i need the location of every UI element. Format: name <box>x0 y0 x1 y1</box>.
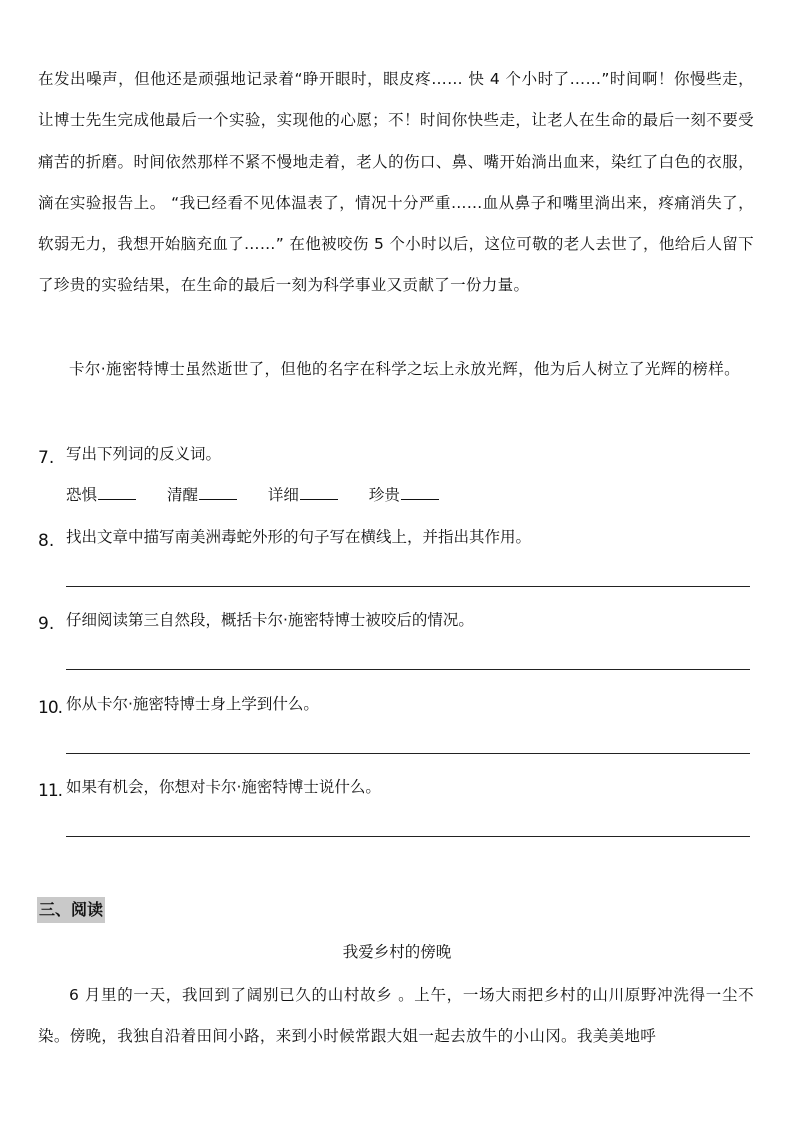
question-number: 9. <box>38 614 55 634</box>
antonym-item <box>369 484 439 506</box>
answer-blank[interactable] <box>199 484 237 500</box>
section-heading: 三、阅读 <box>37 897 105 923</box>
answer-line-11[interactable] <box>66 836 750 837</box>
antonym-word-list <box>66 484 465 506</box>
answer-blank[interactable] <box>401 484 439 500</box>
question-text: 找出文章中描写南美洲毒蛇外形的句子写在横线上，并指出其作用。 <box>66 528 532 546</box>
question-11 <box>38 776 754 801</box>
answer-blank[interactable] <box>98 484 136 500</box>
question-text: 仔细阅读第三自然段，概括卡尔·施密特博士被咬后的情况。 <box>66 611 474 629</box>
antonym-word: 恐惧 <box>66 486 98 504</box>
question-number: 10. <box>38 698 63 718</box>
question-7 <box>38 443 754 468</box>
question-text: 如果有机会，你想对卡尔·施密特博士说什么。 <box>66 778 381 796</box>
passage-paragraph-2: 卡尔·施密特博士虽然逝世了，但他的名字在科学之坛上永放光辉，他为后人树立了光辉的榜样。 <box>69 360 740 378</box>
answer-line-9[interactable] <box>66 669 750 670</box>
antonym-word: 详细 <box>267 486 299 504</box>
antonym-item <box>268 484 338 506</box>
story-paragraph-1: 6 月里的一天，我回到了阔别已久的山村故乡 。上午，一场大雨把乡村的山川原野冲洗得一尘不染。傍晚，我独自沿着田间小路，来到小时候常跟大姐一起去放牛的小山冈。我美美地呼 <box>38 986 754 1046</box>
answer-line-8[interactable] <box>66 586 750 587</box>
question-10 <box>38 693 754 718</box>
answer-line-10[interactable] <box>66 753 750 754</box>
question-text: 你从卡尔·施密特博士身上学到什么。 <box>66 695 319 713</box>
story-title: 我爱乡村的傍晚 <box>342 943 452 961</box>
antonym-word: 清醒 <box>166 486 198 504</box>
question-number: 7. <box>38 448 55 468</box>
question-9 <box>38 609 754 634</box>
antonym-word: 珍贵 <box>368 486 400 504</box>
answer-blank[interactable] <box>300 484 338 500</box>
antonym-item <box>167 484 237 506</box>
passage-paragraph-1: 在发出噪声，但他还是顽强地记录着“睁开眼时，眼皮疼…… 快 4 个小时了……”时间啊！你慢些走，让博士先生完成他最后一个实验，实现他的心愿；不！时间你快些走，让老人在生命的最后一刻不要受痛苦的折磨。时间依然那样不紧不慢地走着，老人的伤口、鼻、嘴开始淌出血来，染红了白色的衣服，滴在实验报告上。 “我已经看不见体温表了，情况十分严重……血从鼻子和嘴里淌出来，疼痛消失了，软弱无力，我想开始脑充血了……” 在他被咬伤 5 个小时以后，这位可敬的老人去世了，他给后人留下了珍贵的实验结果，在生命的最后一刻为科学事业又贡献了一份力量。 <box>38 70 754 295</box>
question-8 <box>38 526 754 551</box>
question-number: 11. <box>38 781 63 801</box>
question-text: 写出下列词的反义词。 <box>66 445 222 463</box>
antonym-item <box>66 484 136 506</box>
question-number: 8. <box>38 531 55 551</box>
